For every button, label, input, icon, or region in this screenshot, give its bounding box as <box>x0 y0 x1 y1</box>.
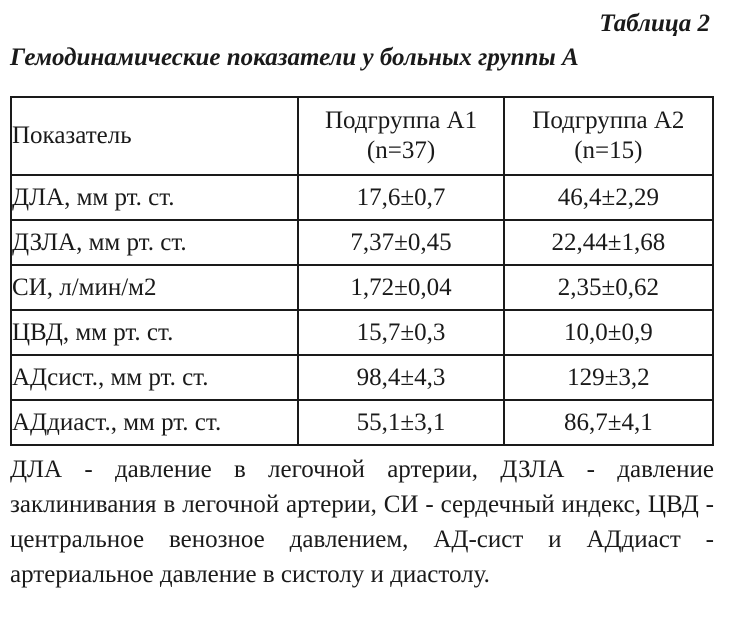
row-value-a2: 22,44±1,68 <box>504 220 713 265</box>
table-row <box>11 310 713 355</box>
table-title: Гемодинамические показатели у больных группы А <box>10 44 579 71</box>
header-subgroup-a1 <box>298 97 503 175</box>
row-value-a2: 46,4±2,29 <box>504 175 713 220</box>
table-row <box>11 175 713 220</box>
row-value-a1: 1,72±0,04 <box>298 265 503 310</box>
row-value-a1: 98,4±4,3 <box>298 355 503 400</box>
row-value-a1: 7,37±0,45 <box>298 220 503 265</box>
table-header-row <box>11 97 713 175</box>
table-row <box>11 265 713 310</box>
table-number: Таблица 2 <box>599 10 710 37</box>
row-value-a2: 2,35±0,62 <box>504 265 713 310</box>
row-value-a2: 129±3,2 <box>504 355 713 400</box>
row-value-a1: 15,7±0,3 <box>298 310 503 355</box>
row-value-a1: 55,1±3,1 <box>298 400 503 445</box>
row-parameter: АДдиаст., мм рт. ст. <box>11 400 298 445</box>
row-parameter: СИ, л/мин/м2 <box>11 265 298 310</box>
hemodynamics-table <box>10 96 714 446</box>
row-parameter: ДЗЛА, мм рт. ст. <box>11 220 298 265</box>
header-parameter: Показатель <box>11 97 298 175</box>
header-subgroup-a2 <box>504 97 713 175</box>
row-parameter: ДЛА, мм рт. ст. <box>11 175 298 220</box>
table-row <box>11 355 713 400</box>
row-value-a2: 86,7±4,1 <box>504 400 713 445</box>
header-subgroup-a2-n: (n=15) <box>574 137 643 164</box>
row-parameter: АДсист., мм рт. ст. <box>11 355 298 400</box>
table-row <box>11 220 713 265</box>
header-subgroup-a1-name: Подгруппа А1 <box>324 107 478 134</box>
header-subgroup-a2-name: Подгруппа А2 <box>532 107 685 134</box>
row-value-a2: 10,0±0,9 <box>504 310 713 355</box>
table-row <box>11 400 713 445</box>
header-subgroup-a1-n: (n=37) <box>366 137 436 164</box>
row-value-a1: 17,6±0,7 <box>298 175 503 220</box>
row-parameter: ЦВД, мм рт. ст. <box>11 310 298 355</box>
table-footnote: ДЛА - давление в легочной артерии, ДЗЛА - давление заклинивания в легочной артерии, СИ - сердечный индекс, ЦВД - центральное венозное давлением, АД-сист и АДдиаст - артериальное давление в систолу и диастолу. <box>10 456 714 588</box>
